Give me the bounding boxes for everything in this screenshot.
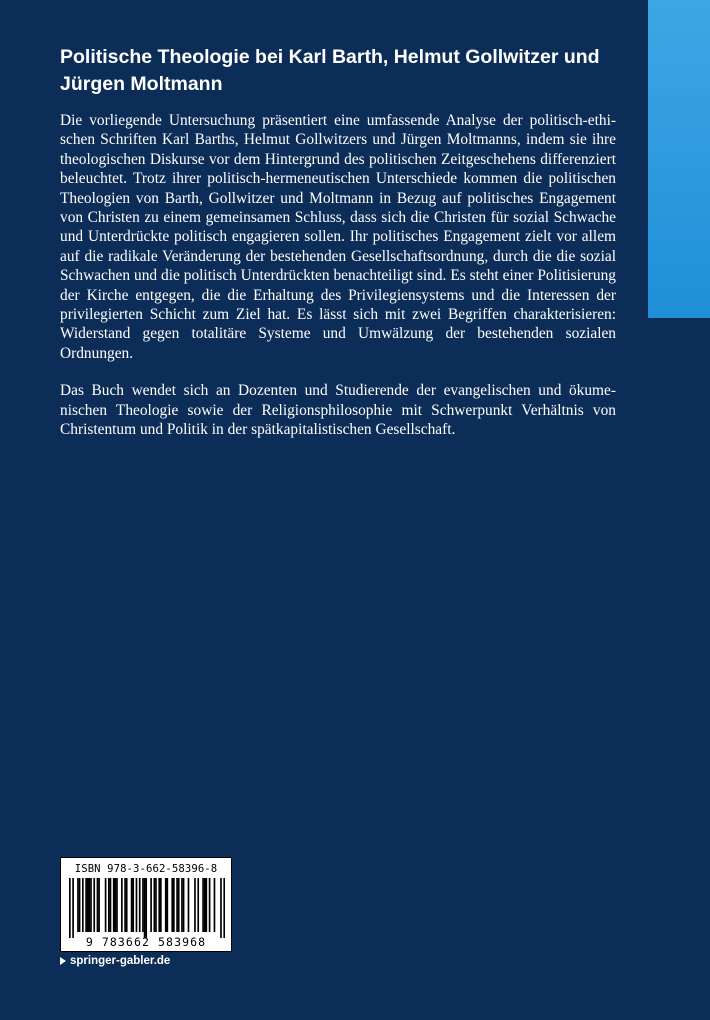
barcode-bar [93,878,95,932]
barcode-bar [173,878,175,932]
barcode-bar [145,878,147,938]
barcode-bar [181,878,183,932]
blurb-paragraph-1: Die vorliegende Untersuchung präsentiert eine umfassende Analyse der politisch-ethischen Schriften Karl Barths, Helmut Gollwitzers und Jürgen Moltmanns, indem sie ihre theologischen Diskurse vor dem Hintergrund des politischen Zeitgeschehens differenziert beleuchtet. Trotz ihrer politisch-hermeneutischen Unterschiede kommen die politischen Theologien von Barth, Gollwitzer und Moltmann in Bezug auf politisches Engagement von Christen zu einem gemeinsamen Schluss, dass sich die Christen für sozial Schwache und Unterdrückte politisch engagieren sollen. Ihr politisches Engagement zielt vor allem auf die radikale Veränderung der bestehenden Gesellschaftsordnung, durch die die sozial Schwachen und die politisch Unterdrückten benachteiligt sind. Es steht einer Politisierung der Kirche entgegen, die die Erhaltung des Privilegiensystems und die Interessen der privilegierten Schicht zum Ziel hat. Es lässt sich mit zwei Begriffen charakterisieren: Widerstand gegen totalitäre Systeme und Umwälzung der bestehenden sozialen Ordnungen. [60,112,616,362]
isbn-barcode [60,857,232,952]
barcode-bar [144,878,146,938]
barcode-bar [77,878,79,932]
barcode-bar [160,878,162,932]
barcode-bar [90,878,92,932]
barcode-bar [113,878,115,932]
barcode-bar [206,878,208,932]
barcode-bar [150,878,152,932]
barcode-bar [214,878,216,932]
barcode-bar [154,878,156,932]
isbn-label: ISBN 978-3-662-58396-8 [74,863,218,875]
accent-bar [648,0,710,318]
barcode-bar [142,878,144,932]
barcode-bar [121,878,123,932]
barcode-bar [202,878,204,932]
barcode-bar [85,878,87,932]
blurb-paragraph-2: Das Buch wendet sich an Dozenten und Studierende der evangelischen und ökumenischen Theologie sowie der Religionsphilosophie mit Schwerpunkt Verhältnis von Christentum und Politik in der spätkapitalistischen Gesellschaft. [60,382,616,439]
barcode-digits: 9 783662 583968 [85,935,207,949]
barcode-bar [116,878,118,932]
barcode-bar [171,878,173,932]
barcode-bar [131,878,133,932]
barcode-bar [188,878,190,932]
barcode-bar [167,878,169,932]
barcode-bar [204,878,206,932]
barcode-bar [126,878,128,932]
barcode-bar [105,878,107,932]
blurb [60,111,616,440]
barcode-bar [97,878,99,932]
barcode-bar [69,878,71,938]
barcode-bar [72,878,74,938]
barcode-bar [223,878,225,938]
barcode-bar [176,878,178,932]
barcode-bar [165,878,167,932]
barcode-bar [183,878,185,932]
barcode-bar [110,878,112,932]
barcode-bar [87,878,89,932]
barcode-bar [132,878,134,932]
barcode-bar [124,878,126,932]
barcode-bar [194,878,196,932]
book-title: Politische Theologie bei Karl Barth, Helmut Gollwitzer und Jürgen Moltmann [60,46,600,95]
barcode-bar [158,878,160,932]
barcode-bar [197,878,199,932]
triangle-right-icon [60,957,66,965]
barcode-bar [178,878,180,932]
publisher-link[interactable] [60,955,170,967]
barcode-bar [98,878,100,932]
barcode-bar [115,878,117,932]
barcode-bar [209,878,211,932]
barcode-bar [136,878,138,932]
barcode-bar [79,878,81,932]
barcode-bars [69,878,225,938]
barcode-bar [108,878,110,932]
publisher-link-text: springer-gabler.de [70,955,171,967]
barcode-bar [89,878,91,932]
barcode-bar [82,878,84,932]
barcode-bar [155,878,157,932]
barcode-bar [220,878,222,938]
barcode-bar [139,878,141,932]
